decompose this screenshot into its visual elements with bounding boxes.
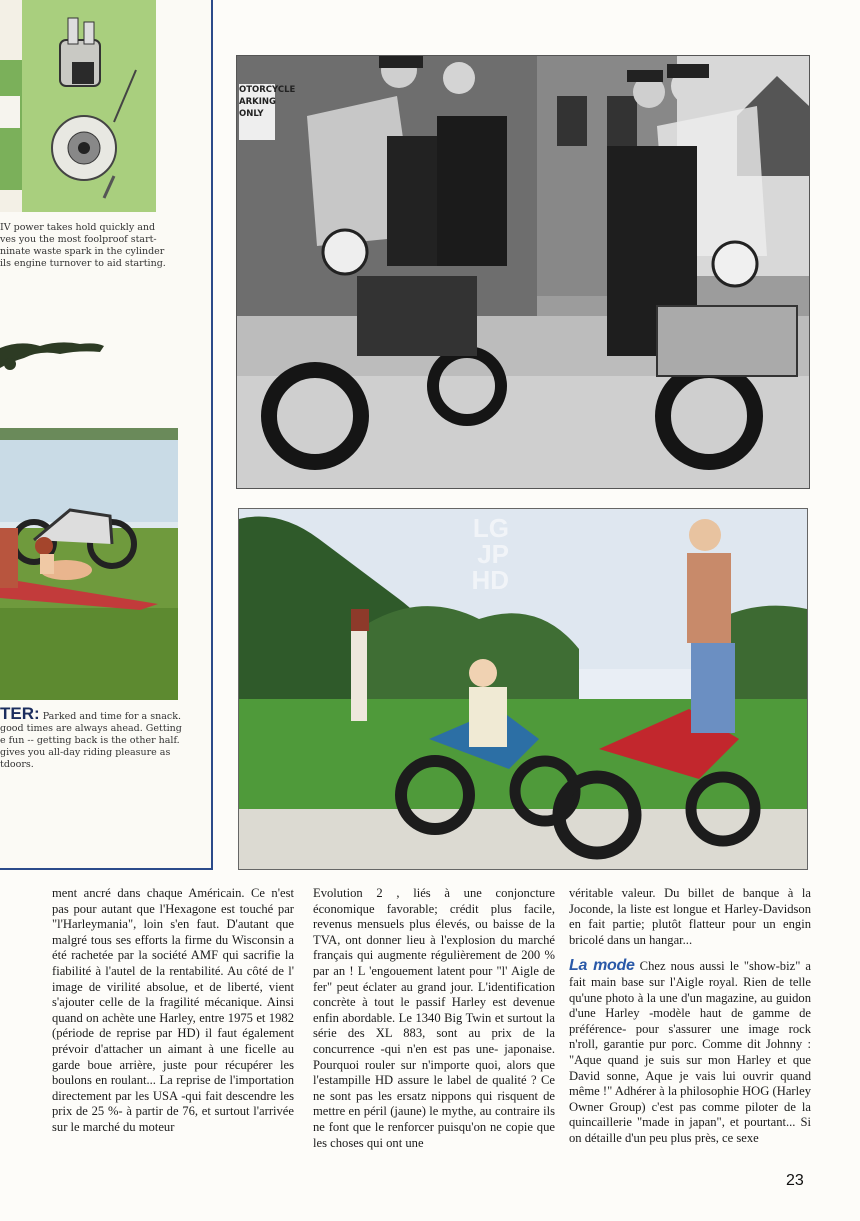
parking-sign: OTORCYCLE ARKING ONLY <box>239 85 296 119</box>
vintage-ad-panel <box>0 0 213 870</box>
watermark-line-3: HD <box>471 565 509 595</box>
photo-police-motorcycles <box>236 55 810 489</box>
watermark-line-1: LG <box>472 513 509 543</box>
ad-ignition-image <box>0 0 156 212</box>
tree-branch-image <box>0 338 104 378</box>
ad-picnic-image <box>0 428 178 700</box>
ad-caption-picnic <box>0 704 210 771</box>
watermark-logo <box>429 515 509 599</box>
ad-caption-picnic-heading: TER: <box>0 704 40 723</box>
page-number: 23 <box>786 1172 804 1189</box>
article-column-3-section <box>569 958 811 1146</box>
article-column-3-body: Chez nous aussi le "show-biz" a fait main base sur l'Aigle royal. Rien de telle qu'une photo à la une d'un magazine, au guidon d'une Harley -modèle haut de gamme de préférence- pour s'assurer une image rock n'roll, garantie pur porc. Comme dit Johnny : "Aque quand je suis sur mon Harley et que David sonne, Aque je vais lui ouvrir quand même !" Adhérer à la philosophie HOG (Harley Owner Group) c'est pas comme piloter de la quincaillerie "made in japan", et pourtant... Si on détaille d'un peu plus près, ce sexe <box>569 959 811 1145</box>
article-column-2 <box>313 886 555 1151</box>
article-column-3 <box>569 886 811 1147</box>
article-column-2-text: Evolution 2 , liés à une conjoncture économique favorable; crédit plus facile, revenus mensuels plus élevés, ou baisse de la TVA, ont donner lieu à l'explosion du marché français qui augmente régulièrement de 200 % par an ! L 'engouement latent pour "l' Aigle de fer" peut éclater au grand jour. L'identification concrète à tout le passif Harley est devenue enfin abordable. Le 1340 Big Twin et surtout la série des XL 883, sont au prix de la concurrence -qui n'en est pas une- japonaise. Pourquoi rouler sur n'importe quoi, alors que l'estampille HD assure le label de qualité ? Ce ne sont pas les ersatz nippons qui risquent de mettre en péril (jaune) le mythe, au contraire ils ne font que le renforcer puisqu'on ne copie que les choses qui ont une <box>313 886 555 1150</box>
section-heading-la-mode: La mode <box>569 957 635 975</box>
ad-caption-picnic-body: Parked and time for a snack. good times are always ahead. Getting e fun -- getting back is the other half. gives you all-day riding pleasure as tdoors. <box>0 711 182 770</box>
article-column-1-text: ment ancré dans chaque Américain. Ce n'est pas pour autant que l'Hexagone est touché par "l'Harleymania", loin s'en faut. D'autant que malgré tous ses efforts la firme du Wisconsin a été rachetée par la société AMF qui sacrifie la fiabilité à l'autel de la rentabilité. Au côté de l' image de virilité absolue, et de liberté, vient s'ajouter celle de la fragilité mécanique. Ainsi quand on achète une Harley, entre 1975 et 1982 (période de reprise par HD) il faut également prévoir d'attacher un aimant à une ficelle au garde boue arrière, juste pour récupérer les boulons en roulant... La reprise de l'importation directement par les USA -qui fait descendre les prix de 25 %- à partir de 76, et surtout l'arrivée sur le marché du moteur <box>52 886 294 1134</box>
watermark-line-2: JP <box>477 539 509 569</box>
article-column-3-intro: véritable valeur. Du billet de banque à la Joconde, la liste est longue et Harley-Davidson en fait partie; plutôt flatteur pour un engin bricolé dans un hangar... <box>569 886 811 947</box>
photo-couple-motorcycles <box>238 508 808 870</box>
article-column-1 <box>52 886 294 1136</box>
ad-caption-ignition: IV power takes hold quickly and ves you the most foolproof start- ninate waste spark in the cylinder ils engine turnover to aid starting. <box>0 222 166 269</box>
